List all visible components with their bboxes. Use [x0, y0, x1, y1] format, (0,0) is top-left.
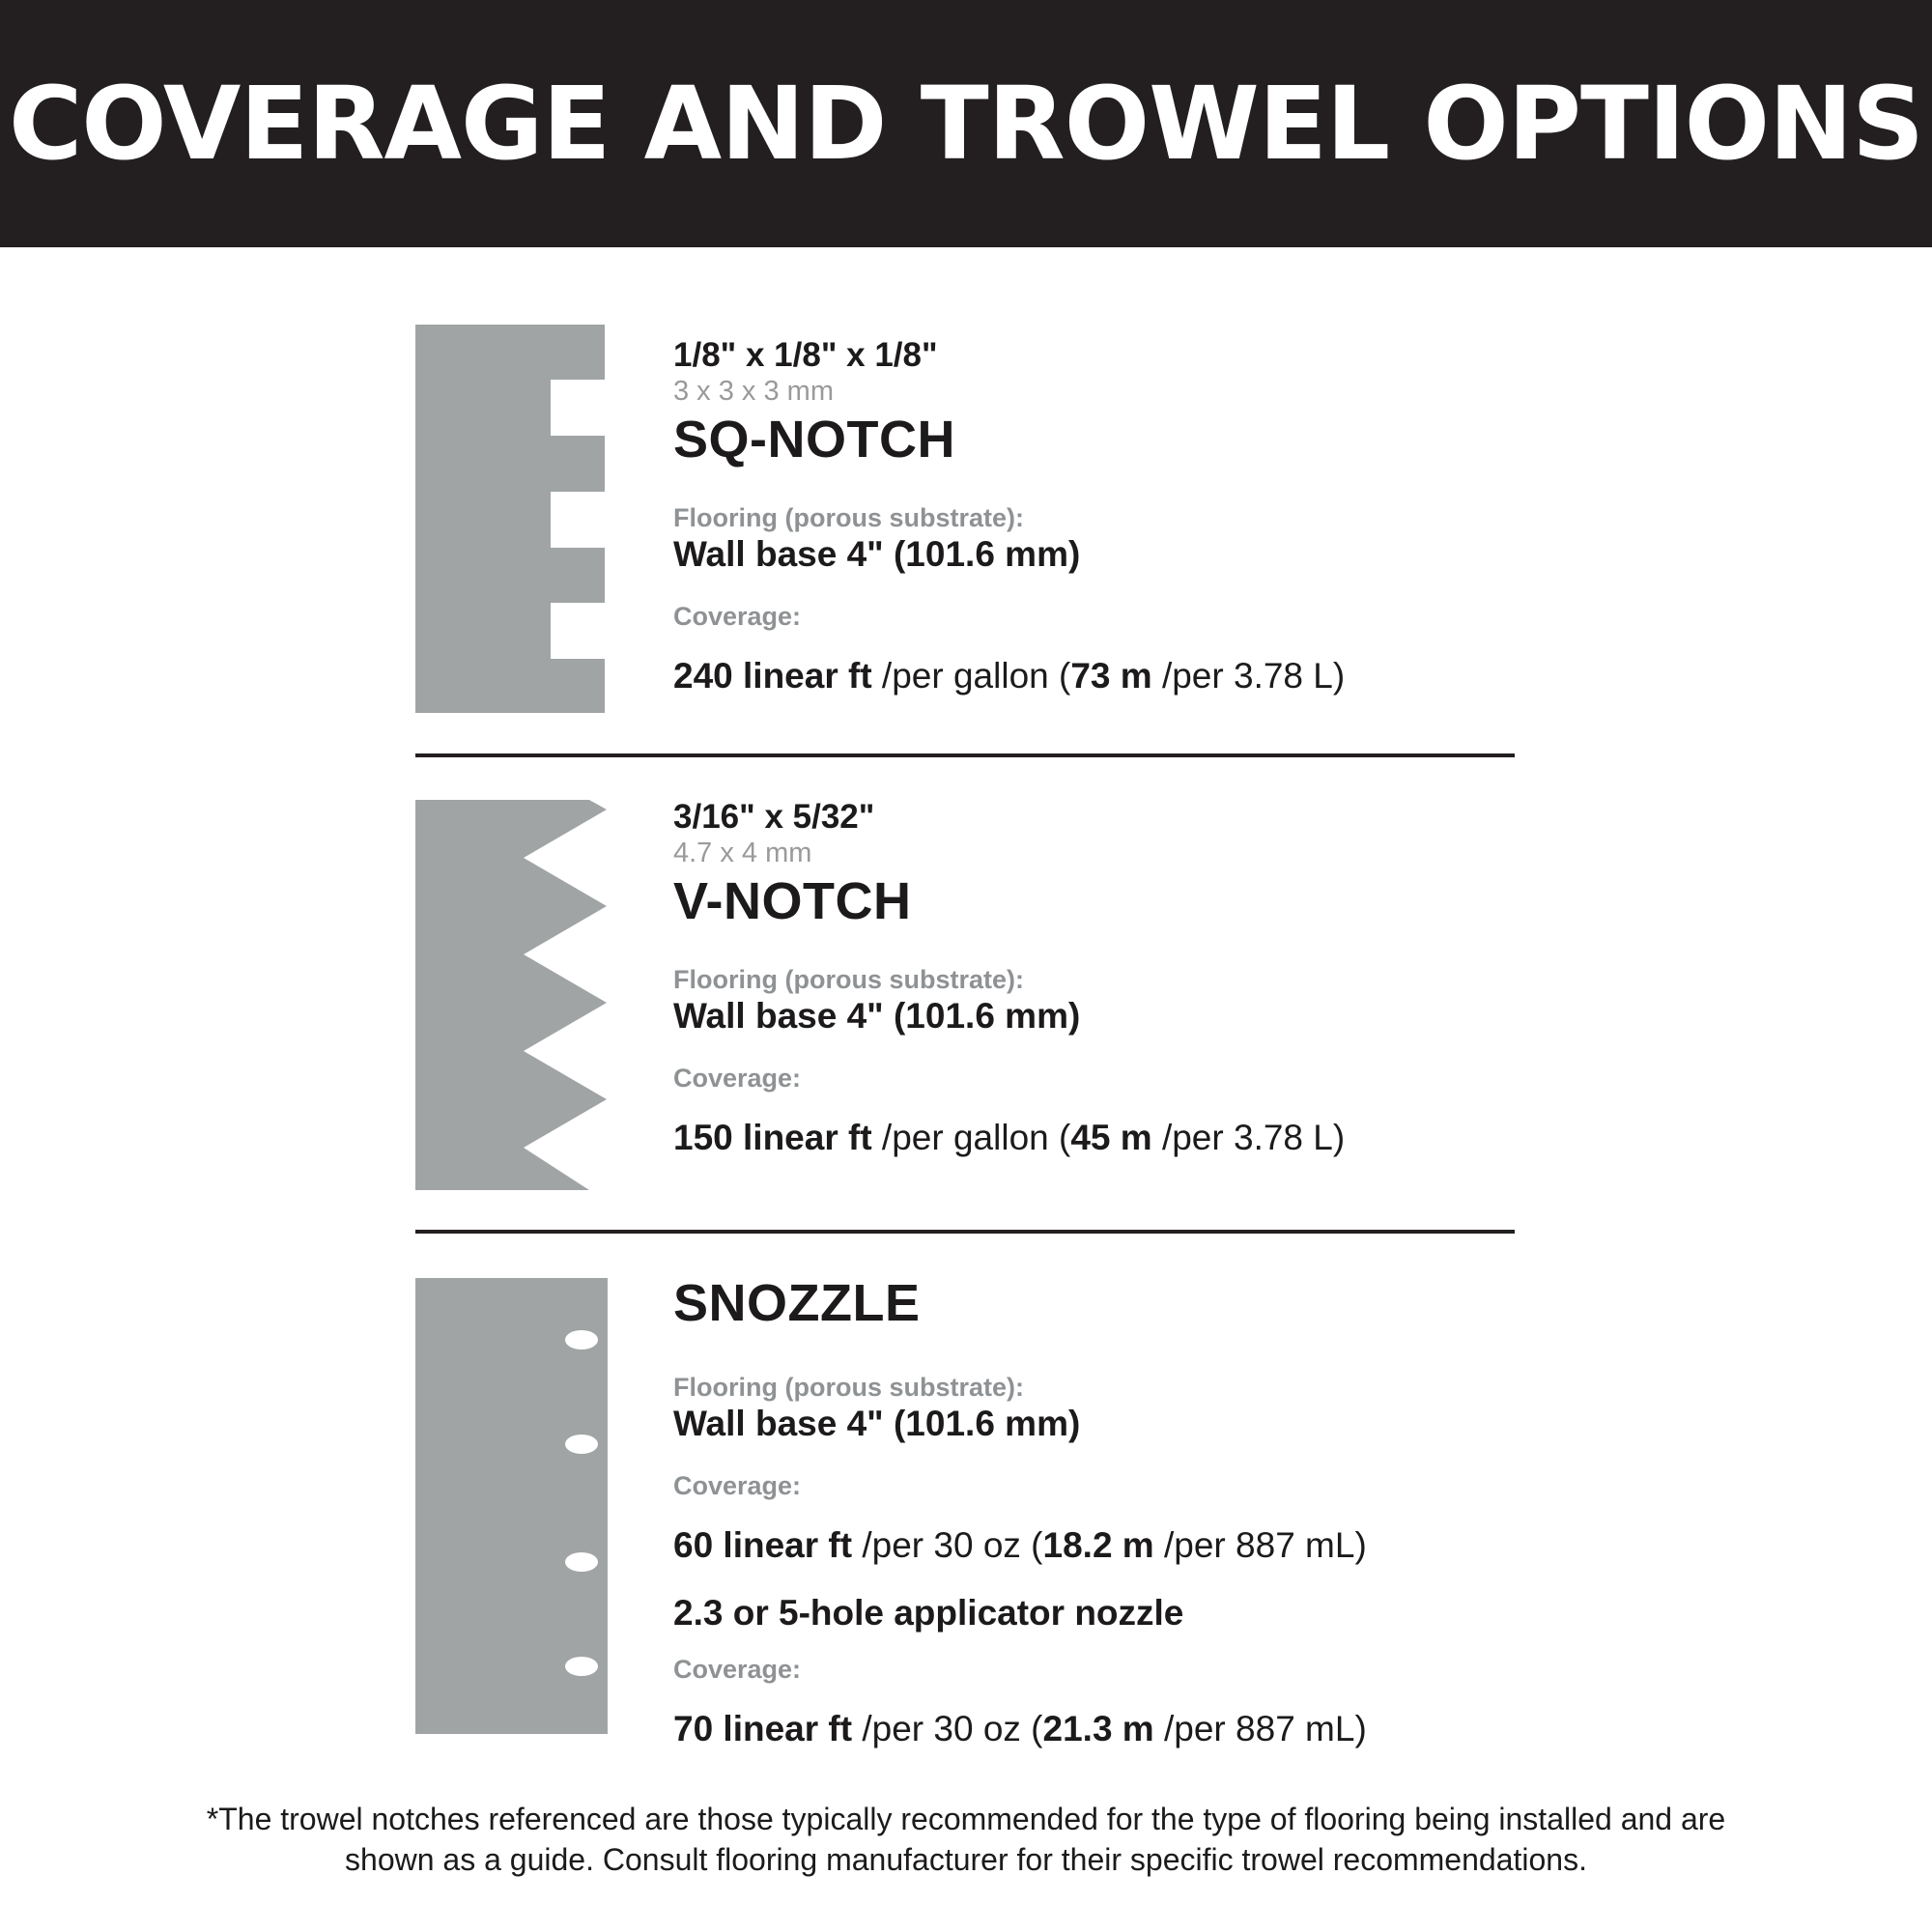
trowel-name: SQ-NOTCH [673, 411, 955, 469]
footnote-line: *The trowel notches referenced are those typically recommended for the type of flooring being installed and are [206, 1802, 1726, 1836]
application-label: Flooring (porous substrate): [673, 965, 1024, 994]
sq-notch-info [673, 336, 1543, 697]
header-banner [0, 0, 1932, 247]
coverage-label: Coverage: [673, 1655, 802, 1684]
application-label: Flooring (porous substrate): [673, 503, 1024, 532]
v-notch-info [673, 798, 1543, 1159]
coverage-value [673, 655, 1543, 697]
snozzle-nozzle-icon [415, 1278, 609, 1734]
coverage-value [673, 1708, 1543, 1750]
coverage-metric-amount: 45 m [1070, 1118, 1152, 1157]
coverage-value [673, 1117, 1543, 1159]
coverage-per: /per gallon ( [871, 1118, 1071, 1157]
application-value: Wall base 4" (101.6 mm) [673, 1404, 1081, 1443]
section-divider [415, 753, 1515, 757]
section-divider [415, 1230, 1515, 1234]
application-value: Wall base 4" (101.6 mm) [673, 534, 1081, 574]
application-value: Wall base 4" (101.6 mm) [673, 996, 1081, 1036]
trowel-size: 3/16" x 5/32" [673, 798, 875, 836]
coverage-metric-amount: 73 m [1070, 656, 1152, 696]
coverage-amount: 240 linear ft [673, 656, 872, 696]
coverage-metric-per: /per 887 mL) [1153, 1709, 1367, 1748]
application-label: Flooring (porous substrate): [673, 1373, 1024, 1402]
trowel-size: 1/8" x 1/8" x 1/8" [673, 336, 938, 374]
coverage-value [673, 1524, 1543, 1567]
coverage-amount: 70 linear ft [673, 1709, 853, 1748]
coverage-amount: 60 linear ft [673, 1525, 853, 1565]
coverage-per: /per 30 oz ( [852, 1525, 1043, 1565]
trowel-name: SNOZZLE [673, 1274, 921, 1332]
coverage-metric-per: /per 3.78 L) [1151, 1118, 1346, 1157]
square-notch-trowel-icon [415, 325, 609, 713]
coverage-label: Coverage: [673, 1471, 802, 1500]
trowel-metric-size: 3 x 3 x 3 mm [673, 376, 834, 407]
footnote-line: shown as a guide. Consult flooring manufacturer for their specific trowel recommendations. [345, 1842, 1587, 1877]
footnote [58, 1799, 1874, 1880]
snozzle-info [673, 1273, 1543, 1750]
coverage-metric-per: /per 3.78 L) [1151, 656, 1346, 696]
trowel-metric-size: 4.7 x 4 mm [673, 838, 812, 868]
coverage-per: /per 30 oz ( [852, 1709, 1043, 1748]
coverage-per: /per gallon ( [871, 656, 1071, 696]
nozzle-note: 2.3 or 5-hole applicator nozzle [673, 1593, 1184, 1633]
coverage-amount: 150 linear ft [673, 1118, 872, 1157]
coverage-metric-per: /per 887 mL) [1153, 1525, 1367, 1565]
coverage-metric-amount: 21.3 m [1042, 1709, 1154, 1748]
coverage-label: Coverage: [673, 602, 802, 631]
coverage-metric-amount: 18.2 m [1042, 1525, 1154, 1565]
trowel-name: V-NOTCH [673, 872, 912, 930]
v-notch-trowel-icon [415, 800, 609, 1190]
coverage-label: Coverage: [673, 1064, 802, 1093]
page-title: COVERAGE AND TROWEL OPTIONS [8, 65, 1923, 183]
